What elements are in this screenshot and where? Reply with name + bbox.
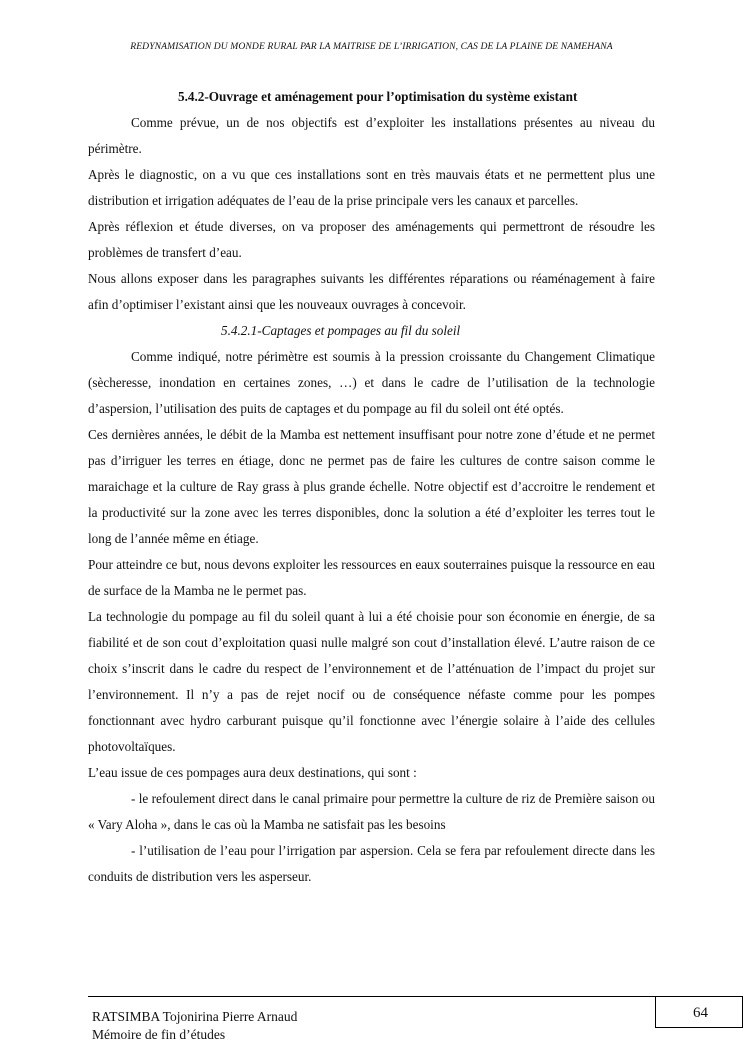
footer-author: RATSIMBA Tojonirina Pierre Arnaud xyxy=(92,1009,298,1024)
list-item: - l’utilisation de l’eau pour l’irrigation par aspersion. Cela se fera par refoulement directe dans les conduits de distribution vers les asperseur. xyxy=(88,843,655,884)
page-number: 64 xyxy=(655,996,743,1028)
paragraph: Comme indiqué, notre périmètre est soumis à la pression croissante du Changement Climatique (sècheresse, inondation en certaines zones, …) et dans le cadre de l’utilisation de la technologie d’aspersion, l’utilisation des puits de captages et du pompage au fil du soleil ont été optés. xyxy=(88,349,655,416)
paragraph: Pour atteindre ce but, nous devons exploiter les ressources en eaux souterraines puisque la ressource en eau de surface de la Mamba ne le permet pas. xyxy=(88,557,655,598)
paragraph: La technologie du pompage au fil du soleil quant à lui a été choisie pour son économie en énergie, de sa fiabilité et de son cout d’exploitation quasi nulle malgré son cout d’installation élevé. L’autre raison de ce choix s’inscrit dans le cadre du respect de l’environnement et de l’atténuation de l’impact du projet sur l’environnement. Il n’y a pas de rejet nocif ou de conséquence néfaste comme pour les pompes fonctionnant avec hydro carburant puisque qu’il fonctionne avec l’énergie solaire à l’aide des cellules photovoltaïques. xyxy=(88,609,655,754)
page-body xyxy=(88,84,655,890)
subsection-heading: 5.4.2.1-Captages et pompages au fil du soleil xyxy=(221,323,461,338)
paragraph: L’eau issue de ces pompages aura deux destinations, qui sont : xyxy=(88,765,417,780)
paragraph: Nous allons exposer dans les paragraphes suivants les différentes réparations ou réaménagement à faire afin d’optimiser l’existant ainsi que les nouveaux ouvrages à concevoir. xyxy=(88,271,655,312)
paragraph: Après le diagnostic, on a vu que ces installations sont en très mauvais états et ne permettent plus une distribution et irrigation adéquates de l’eau de la prise principale vers les canaux et parcelles. xyxy=(88,167,655,208)
footer xyxy=(92,1008,297,1044)
paragraph: Ces dernières années, le débit de la Mamba est nettement insuffisant pour notre zone d’étude et ne permet pas d’irriguer les terres en étiage, donc ne permet pas de faire les cultures de contre saison comme le maraichage et la culture de Ray grass à plus grande échelle. Notre objectif est d’accroitre le rendement et la productivité sur la zone avec les terres disponibles, donc la solution a été d’exploiter les terres tout le long de l’année même en étiage. xyxy=(88,427,655,546)
running-header: REDYNAMISATION DU MONDE RURAL PAR LA MAITRISE DE L’IRRIGATION, CAS DE LA PLAINE DE NAMEHANA xyxy=(130,41,613,52)
paragraph: Après réflexion et étude diverses, on va proposer des aménagements qui permettront de résoudre les problèmes de transfert d’eau. xyxy=(88,219,655,260)
section-heading: 5.4.2-Ouvrage et aménagement pour l’optimisation du système existant xyxy=(178,89,578,104)
footer-doc-type: Mémoire de fin d’études xyxy=(92,1027,226,1042)
paragraph: Comme prévue, un de nos objectifs est d’exploiter les installations présentes au niveau du périmètre. xyxy=(88,115,655,156)
footer-divider xyxy=(88,996,656,997)
list-item: - le refoulement direct dans le canal primaire pour permettre la culture de riz de Première saison ou « Vary Aloha », dans le cas où la Mamba ne satisfait pas les besoins xyxy=(88,791,655,832)
